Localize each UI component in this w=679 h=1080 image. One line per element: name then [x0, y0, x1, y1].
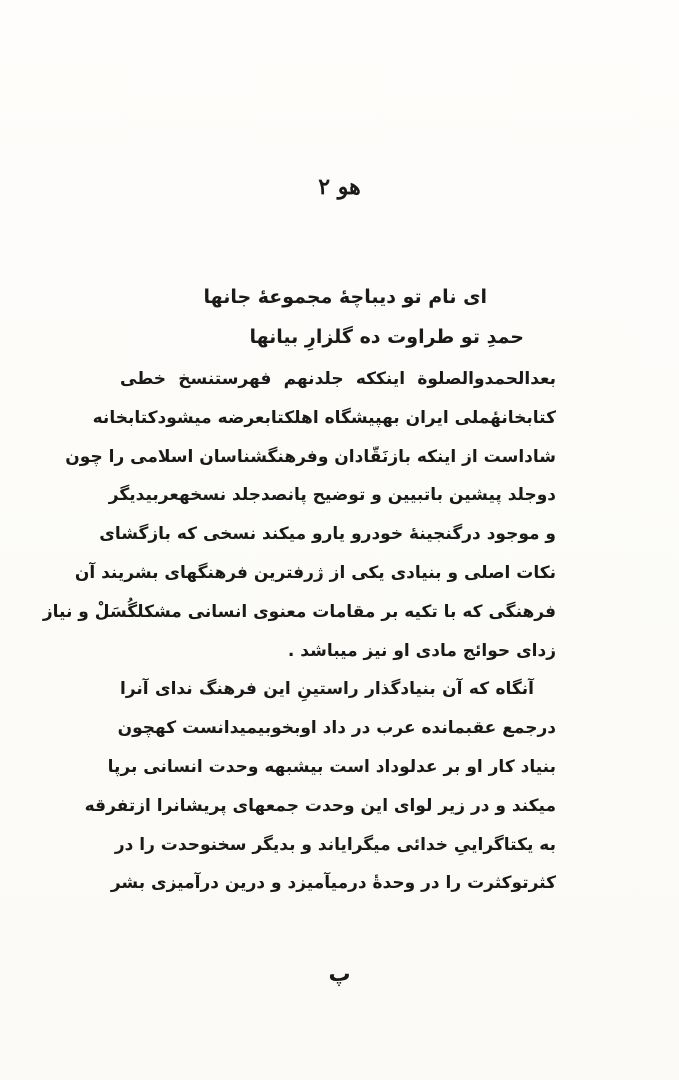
text-line: دوجلد پیشین باتبیین و توضیح پانصدجلد نسخهعربیدیگر	[108, 485, 556, 506]
text-line: زدای حوائج مادی او نیز میباشد .	[287, 640, 556, 661]
text-line: و موجود درگنجینهٔ خودرو یارو میکند نسخی که بازگشای	[99, 524, 556, 545]
page-heading: هو ۲	[318, 174, 361, 200]
text-line: بعدالحمدوالصلوة اینککه جلدنهم فهرستنسخ خطی	[120, 369, 556, 389]
text-line: فرهنگی که با تکیه بر مقامات معنوی انسانی مشکلگُسَلْ و نیاز	[42, 601, 556, 622]
poem-line-1: ای نام تو دیباچهٔ مجموعهٔ جانها	[203, 286, 487, 308]
text-line: آنگاه که آن بنیادگذار راستینِ این فرهنگ ندای آنرا	[120, 679, 534, 700]
text-line: کثرتوکثرت را در وحدةٔ درمیآمیزد و درین درآمیزی بشر	[110, 873, 556, 894]
text-line: کتابخانهٔملی ایران بهپیشگاه اهلکتابعرضه میشودکتابخانه	[92, 407, 556, 428]
text-line: میکند و در زیر لوای این وحدت جمعهای پریشانرا ازتفرقه	[84, 795, 556, 816]
text-line: نکات اصلی و بنیادی یکی از ژرفترین فرهنگهای بشریند آن	[74, 562, 556, 583]
text-line: شاداست از اینکه بازنَقّادان وفرهنگشناسان اسلامی را چون	[65, 446, 556, 467]
text-line: درجمع عقبمانده عرب در داد اوبخوبیمیدانست کهچون	[117, 718, 556, 739]
poem-line-2: حمدِ تو طراوت ده گلزارِ بیانها	[249, 326, 524, 348]
body-text	[42, 360, 556, 903]
text-line: به یکتاگراییِ خدائی میگرایاند و بدیگر سخنوحدت را در	[114, 834, 556, 855]
text-line: بنیاد کار او بر عدلوداد است بیشبهه وحدت انسانی برپا	[107, 756, 556, 777]
page-number: پ	[328, 962, 351, 987]
